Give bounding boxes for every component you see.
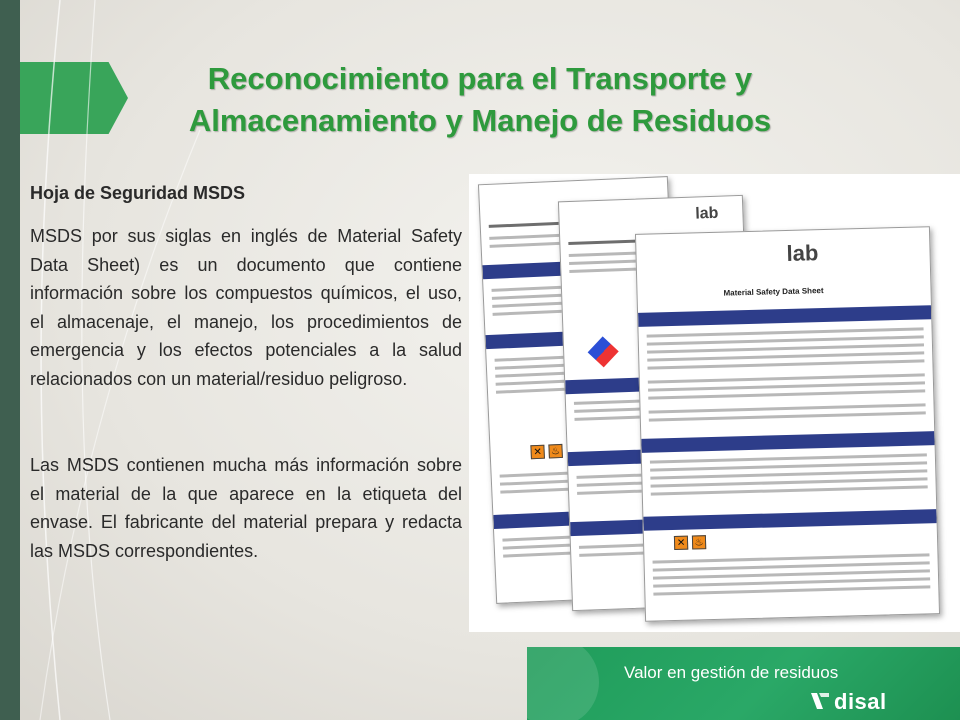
paragraph-definition: MSDS por sus siglas en inglés de Material Safety Data Sheet) es un documento que contiene información sobre los compuestos químicos, el uso, el almacenaje, el manejo, los procedimientos de emergencia y los efectos potenciales a la salud relacionados con un material/residuo peligroso. bbox=[30, 226, 462, 389]
slide-title bbox=[150, 58, 810, 142]
hazard-x-icon-front: ✕ bbox=[674, 536, 688, 550]
hazard-flame-icon: ♨ bbox=[548, 444, 563, 459]
nfpa-diamond-icon bbox=[588, 336, 619, 367]
banner-tagline: Valor en gestión de residuos bbox=[624, 663, 839, 682]
section-heading: Hoja de Seguridad MSDS bbox=[30, 183, 246, 203]
title-line-1: Reconocimiento para el Transporte y bbox=[207, 61, 753, 96]
title-line-2: Almacenamiento y Manejo de Residuos bbox=[188, 103, 772, 138]
banner-leaf-graphic bbox=[527, 647, 599, 720]
left-accent-bar bbox=[0, 0, 20, 720]
brand-name: disal bbox=[834, 689, 887, 714]
disal-logo-icon bbox=[809, 691, 831, 711]
lab-logo-front: lab bbox=[786, 240, 819, 266]
lab-logo: lab bbox=[695, 204, 719, 223]
disal-banner bbox=[527, 647, 960, 720]
msds-document-title: Material Safety Data Sheet bbox=[723, 286, 824, 298]
paragraph-content: Las MSDS contienen mucha más información sobre el material de la que aparece en la etiqueta del envase. El fabricante del material prepara y redacta las MSDS correspondientes. bbox=[30, 455, 462, 561]
hazard-flame-icon-front: ♨ bbox=[692, 535, 706, 549]
hazard-x-icon: ✕ bbox=[530, 445, 545, 460]
title-arrow-shape bbox=[20, 62, 128, 134]
msds-sheet-front bbox=[635, 226, 940, 622]
